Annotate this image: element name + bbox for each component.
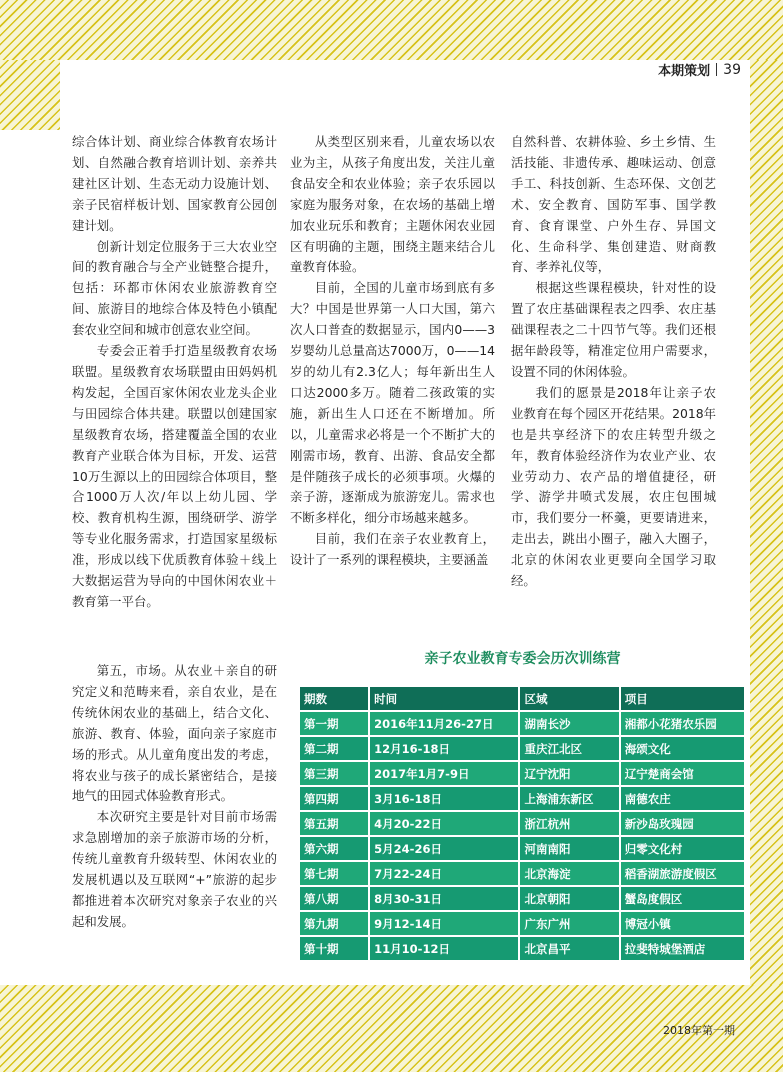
paragraph: 专委会正着手打造星级教育农场联盟。星级教育农场联盟由田妈妈机构发起，全国百家休闲农业龙头企业与田园综合体共建。联盟以创建国家星级教育农场，搭建覆盖全国的农业教育产业联合体为目标，开发、运营10万生源以上的田园综合体项目，整合1000万人次/年以上幼儿园、学校、教育机构生源，围绕研学、游学等专业化服务需求，打造国家星级标准，形成以线下优质教育体验＋线上大数据运营为导向的中国休闲农业＋教育第一平台。: [72, 343, 277, 609]
table-cell: 2017年1月7-9日: [369, 761, 519, 786]
table-cell: 5月24-26日: [369, 836, 519, 861]
table-row: [299, 861, 745, 886]
column-header: 区域: [519, 686, 619, 711]
table-row: [299, 886, 745, 911]
table-row: [299, 911, 745, 936]
decorative-stripe-top: [0, 0, 783, 60]
table-cell: 拉斐特城堡酒店: [620, 936, 745, 961]
table-cell: 7月22-24日: [369, 861, 519, 886]
table-cell: 博冠小镇: [620, 911, 745, 936]
paragraph: 创新计划定位服务于三大农业空间的教育融合与全产业链整合提升，包括：环都市休闲农业旅游教育空间、旅游目的地综合体及特色小镇配套农业空间和城市创意农业空间。: [72, 238, 277, 338]
table-cell: 第九期: [299, 911, 369, 936]
table-row: [299, 761, 745, 786]
decorative-stripe-left: [0, 60, 60, 130]
paragraph: 综合体计划、商业综合体教育农场计划、自然融合教育培训计划、亲养共建社区计划、生态无动力设施计划、亲子民宿样板计划、国家教育公园创建计划。: [72, 134, 277, 233]
table-cell: 第二期: [299, 736, 369, 761]
table-cell: 北京海淀: [519, 861, 619, 886]
table-cell: 北京昌平: [519, 936, 619, 961]
column-header: 期数: [299, 686, 369, 711]
article-column-2: [290, 132, 495, 571]
table-cell: 第六期: [299, 836, 369, 861]
table-row: [299, 811, 745, 836]
table-cell: 重庆江北区: [519, 736, 619, 761]
table-cell: 第五期: [299, 811, 369, 836]
paragraph: 我们的愿景是2018年让亲子农业教育在每个园区开花结果。2018年也是共享经济下的农庄转型升级之年，教育体验经济作为农业产业、农业劳动力、农产品的增值捷径，研学、游学井喷式发展，农庄包围城市，我们要分一杯羹，更要请进来，走出去，跳出小圈子，融入大圈子，北京的休闲农业更要向全国学习取经。: [511, 384, 717, 589]
table-cell: 稻香湖旅游度假区: [620, 861, 745, 886]
page-number: 39: [723, 61, 741, 78]
table-cell: 浙江杭州: [519, 811, 619, 836]
table-row: [299, 711, 745, 736]
article-column-3: [511, 132, 716, 592]
table-cell: 湘都小花猪农乐园: [620, 711, 745, 736]
training-camp-table: [298, 685, 746, 962]
table-cell: 9月12-14日: [369, 911, 519, 936]
column-header: 时间: [369, 686, 519, 711]
issue-footer: 2018年第一期: [663, 1024, 735, 1037]
table-cell: 海颂文化: [620, 736, 745, 761]
table-cell: 第一期: [299, 711, 369, 736]
paragraph: 本次研究主要是针对目前市场需求急剧增加的亲子旅游市场的分析，传统儿童教育升级转型、休闲农业的发展机遇以及互联网“+”旅游的起步都推进着本次研究对象亲子农业的兴起和发展。: [72, 809, 277, 929]
table-cell: 第四期: [299, 786, 369, 811]
table-row: [299, 936, 745, 961]
table-cell: 12月16-18日: [369, 736, 519, 761]
table-cell: 广东广州: [519, 911, 619, 936]
table-cell: 归零文化村: [620, 836, 745, 861]
table-cell: 南德农庄: [620, 786, 745, 811]
table-cell: 第三期: [299, 761, 369, 786]
table-cell: 上海浦东新区: [519, 786, 619, 811]
article-column-1-lower: [72, 661, 277, 933]
section-title: 本期策划: [658, 64, 711, 79]
table-cell: 3月16-18日: [369, 786, 519, 811]
table-title: 亲子农业教育专委会历次训练营: [424, 651, 621, 667]
table-cell: 北京朝阳: [519, 886, 619, 911]
paragraph: 从类型区别来看，儿童农场以农业为主，从孩子角度出发，关注儿童食品安全和农业体验；亲子农乐园以家庭为服务对象，在农场的基础上增加农业玩乐和教育；主题休闲农业园区有明确的主题，围绕主题来结合儿童教育体验。: [290, 134, 495, 275]
table-cell: 新沙岛玫瑰园: [620, 811, 745, 836]
table-row: [299, 736, 745, 761]
table-row: [299, 836, 745, 861]
table-cell: 第十期: [299, 936, 369, 961]
table-cell: 11月10-12日: [369, 936, 519, 961]
table-cell: 第八期: [299, 886, 369, 911]
paragraph: 目前，我们在亲子农业教育上，设计了一系列的课程模块，主要涵盖: [290, 531, 495, 568]
column-header: 项目: [620, 686, 745, 711]
paragraph: 目前，全国的儿童市场到底有多大？中国是世界第一人口大国，第六次人口普查的数据显示，国内0——3岁婴幼儿总量高达7000万，0——14岁的幼儿有2.3亿人；每年新出生人口达2000多万。随着二孩政策的实施，新出生人口还在不断增加。所以，儿童需求必将是一个不断扩大的刚需市场，教育、出游、食品安全都是伴随孩子成长的必须事项。火爆的亲子游，逐渐成为旅游宠儿。需求也不断多样化，细分市场越来越多。: [290, 280, 495, 526]
table-cell: 湖南长沙: [519, 711, 619, 736]
paragraph: 根据这些课程模块，针对性的设置了农庄基础课程表之四季、农庄基础课程表之二十四节气等。我们还根据年龄段等，精准定位用户需要求，设置不同的休闲体验。: [511, 280, 716, 379]
table-cell: 8月30-31日: [369, 886, 519, 911]
table-cell: 蟹岛度假区: [620, 886, 745, 911]
table-cell: 4月20-22日: [369, 811, 519, 836]
paragraph: 第五，市场。从农业＋亲自的研究定义和范畴来看，亲自农业，是在传统休闲农业的基础上，结合文化、旅游、教育、体验，面向亲子家庭市场的形式。从儿童角度出发的考虑，将农业与孩子的成长紧密结合，是接地气的田园式体验教育形式。: [72, 663, 277, 804]
header-divider: [716, 63, 717, 76]
page-header: [658, 60, 741, 79]
table-cell: 第七期: [299, 861, 369, 886]
table-cell: 辽宁楚商会馆: [620, 761, 745, 786]
table-row: [299, 786, 745, 811]
table-cell: 2016年11月26-27日: [369, 711, 519, 736]
table-cell: 河南南阳: [519, 836, 619, 861]
paragraph: 自然科普、农耕体验、乡土乡情、生活技能、非遗传承、趣味运动、创意手工、科技创新、生态环保、文创艺术、安全教育、国防军事、国学教育、食育课堂、户外生存、异国文化、生命科学、集创建造、财商教育、孝养礼仪等，: [511, 134, 716, 275]
table-cell: 辽宁沈阳: [519, 761, 619, 786]
decorative-stripe-right: [750, 60, 783, 985]
article-column-1: [72, 132, 277, 613]
